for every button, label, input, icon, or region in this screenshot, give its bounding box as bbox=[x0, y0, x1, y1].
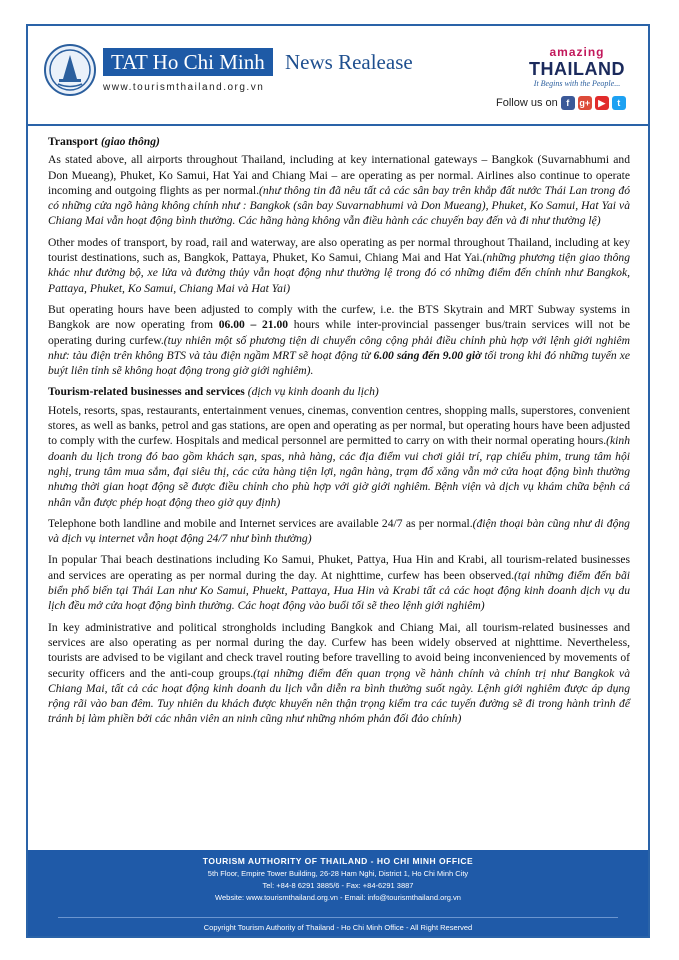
p7-vn: (tại những điểm đến quan trọng về hành chính và chính trị như Bangkok và Chiang Mai, tất cả các hoạt động kinh doanh du lịch vẫn diễn ra bình thường suốt ngày. Lệnh giới nghiêm được áp dụng rộng rãi vào ban đêm. Tuy nhiên du khách được khuyến nên thận trọng kiểm tra các tuyến đường sẽ đi trong hành trình để tránh bị làm phiền bởi các nhân viên an ninh cũng như những nhóm phản đối đảo chính) bbox=[48, 666, 631, 726]
paragraph-hotels bbox=[48, 403, 630, 510]
footer-divider bbox=[58, 917, 618, 918]
tourism-heading bbox=[48, 384, 630, 399]
paragraph-airports bbox=[48, 152, 630, 228]
p3-en-b: hours while inter-provincial passenger bus/train services will not be operating during curfew. bbox=[48, 318, 631, 347]
brand-country: THAILAND bbox=[529, 59, 625, 79]
p3-vn-b: tối trong khi đó những tuyến xe buýt liên tỉnh sẽ không hoạt động trong giờ giới nghiêm). bbox=[48, 348, 631, 378]
tat-seal-logo bbox=[44, 44, 96, 96]
paragraph-operating-hours bbox=[48, 302, 630, 378]
p5-en: Telephone both landline and mobile and Internet services are available 24/7 as per normal. bbox=[48, 516, 473, 530]
header bbox=[28, 26, 648, 126]
header-divider bbox=[28, 124, 648, 126]
header-title: TAT Ho Chi Minh bbox=[103, 48, 273, 76]
paragraph-telephone bbox=[48, 516, 630, 547]
footer-copyright: Copyright Tourism Authority of Thailand - Ho Chi Minh Office - All Right Reserved bbox=[203, 923, 473, 932]
footer-address: 5th Floor, Empire Tower Building, 26-28 Ham Nghi, District 1, Ho Chi Minh City bbox=[207, 869, 469, 878]
p3-vn-a: (tuy nhiên một số phương tiện di chuyển công cộng phải điều chỉnh phù hợp với lệnh giới nghiêm như: tàu điện trên không BTS và tàu điện ngầm MRT sẽ hoạt động từ bbox=[48, 333, 630, 362]
transport-heading-vn: (giao thông) bbox=[100, 135, 160, 148]
p6-vn: (tại những điểm đến bãi biển phổ biến tại Thái Lan như Ko Samui, Phuekt, Pattaya, Hua Hin và Krabi tất cả các hoạt động kinh doanh dịch vụ du lịch đều mở cửa hoạt động bình thường. Các hoạt động vào buổi tối sẽ theo lệnh giới nghiêm) bbox=[48, 568, 630, 613]
p3-en-a: But operating hours have been adjusted to comply with the curfew, i.e. the BTS Skytrain and MRT Subway systems in Bangkok are now operating from bbox=[48, 302, 630, 332]
footer-org: TOURISM AUTHORITY OF THAILAND - HO CHI MINH OFFICE bbox=[202, 856, 474, 866]
footer-phone: Tel: +84-8 6291 3885/6 - Fax: +84-6291 3887 bbox=[262, 881, 414, 890]
brand-amazing: amazing bbox=[549, 45, 605, 59]
footer-web[interactable]: Website: www.tourismthailand.org.vn - Email: info@tourismthailand.org.vn bbox=[215, 893, 461, 902]
p1-en: As stated above, all airports throughout Thailand, including at key international gateways – Bangkok (Suvarnabhumi and Don Mueang), Phuket, Ko Samui, Hat Yai and Chiang Mai – are operating as per normal. Airlines also continue to operate incoming and outgoing flights as per normal. bbox=[48, 153, 630, 197]
p2-en: Other modes of transport, by road, rail and waterway, are also operating as per normal throughout Thailand, including at key tourist destinations, such as, Bangkok, Pattaya, Phuket, Ko Samui, Chiang Mai and Hat Yai. bbox=[48, 235, 630, 265]
paragraph-beach-destinations bbox=[48, 552, 630, 613]
follow-label: Follow us on bbox=[496, 97, 558, 109]
footer bbox=[28, 850, 648, 936]
paragraph-strongholds bbox=[48, 620, 630, 727]
facebook-icon[interactable]: f bbox=[561, 96, 575, 110]
document-frame bbox=[26, 24, 650, 938]
header-subtitle: News Realease bbox=[285, 50, 413, 74]
p4-en: Hotels, resorts, spas, restaurants, entertainment venues, cinemas, convention centres, shopping malls, superstores, convenient stores, as well as banks, petrol and gas stations, are open and operating as per normal, but operating hours have been adjusted to comply with the curfew. Hospitals and medical personnel are permitted to carry on with their normal operating hours. bbox=[48, 403, 630, 448]
tourism-heading-vn: (dịch vụ kinh doanh du lịch) bbox=[247, 385, 379, 399]
p6-en: In popular Thai beach destinations including Ko Samui, Phuket, Pattya, Hua Hin and Krabi, all tourism-related businesses and services are operating as per normal during the day. At nighttime, curfew has been observed. bbox=[48, 553, 630, 582]
p5-vn: (điện thoại bàn cũng như di động và dịch vụ internet vẫn hoạt động 24/7 như bình thường) bbox=[48, 516, 630, 546]
tourism-heading-en: Tourism-related businesses and services bbox=[48, 385, 245, 399]
google-plus-icon[interactable]: g+ bbox=[579, 98, 591, 108]
p4-vn: (kinh doanh du lịch trong đó bao gồm khách sạn, spas, nhà hàng, các địa điểm vui chơi giải trí, rạp chiếu phim, trung tâm hội nghị, trung tâm mua sắm, đại siêu thị, các cửa hàng tiện lợi, ngân hàng, trạm đổ xăng vẫn mở cửa hoạt động bình thường nhưng thời gian hoạt động sẽ được điều chỉnh cho phù hợp với giờ giới nghiêm. Bệnh viện và dịch vụ khám chữa bệnh cá nhân vẫn được phép hoạt động theo giờ quy định) bbox=[48, 434, 630, 509]
transport-heading bbox=[48, 134, 630, 149]
youtube-icon[interactable]: ▶ bbox=[595, 96, 609, 110]
p2-vn: (những phương tiện giao thông khác như đường bộ, xe lửa và đường thủy vẫn hoạt động như thường lệ trong đó có những điểm đến chính như Bangkok, Pattaya, Phuket, Ko Samui, Chiang Mai và Hat Yai) bbox=[48, 251, 630, 295]
amazing-thailand-logo bbox=[512, 46, 642, 88]
p3-vn-time: 6.00 sáng đến 9.00 giờ bbox=[373, 348, 482, 362]
social-follow bbox=[496, 96, 626, 110]
p3-en-time: 06.00 – 21.00 bbox=[218, 318, 289, 332]
brand-tagline: It Begins with the People... bbox=[533, 79, 621, 88]
p7-en: In key administrative and political strongholds including Bangkok and Chiang Mai, all tourism-related businesses and services are also operating as per normal during the day. Curfew has been widely observed at nighttime. Nevertheless, tourists are advised to be vigilant and check travel routing before travelling to avoid being inconvenienced by movements of security officers and the anti-coup groups. bbox=[48, 620, 630, 680]
transport-heading-en: Transport bbox=[48, 135, 99, 148]
article-body bbox=[48, 134, 630, 733]
twitter-icon[interactable]: t bbox=[612, 96, 626, 110]
p1-vn: (như thông tin đã nêu tất cả các sân bay trên khắp đất nước Thái Lan trong đó có những cửa ngõ hàng không chính như : Bangkok (sân bay Suvarnabhumi và Don Mueang), Phuket, Ko Samui, Hat Yai và Chiang Mai vẫn hoạt động bình thường. Các hãng hàng không vẫn điều hành các chuyến bay đến và đi như thường lệ) bbox=[48, 183, 630, 228]
paragraph-other-transport bbox=[48, 235, 630, 296]
header-website[interactable]: www.tourismthailand.org.vn bbox=[103, 82, 265, 93]
